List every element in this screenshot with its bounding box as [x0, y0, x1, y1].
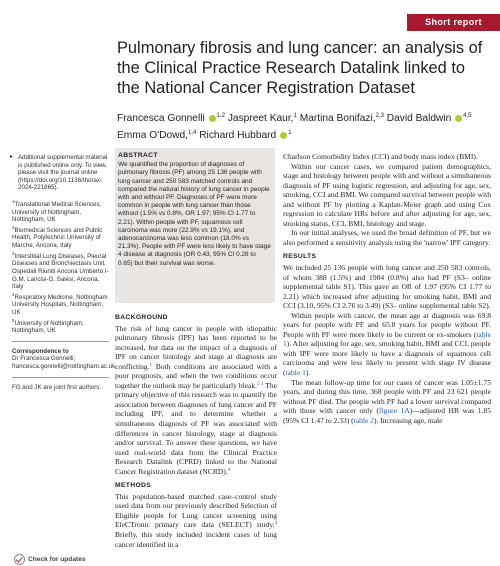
body-column-right [283, 152, 491, 425]
paragraph: In our initial analyses, we used the broad definition of PF, but we also performed a sensitivity analysis using the 'narrow' IPF category. [283, 228, 491, 247]
section-heading-background: BACKGROUND [115, 314, 168, 321]
affiliation-item: $^1$Translational Medical Sciences, University of Nottingham, Nottingham, UK [12, 198, 102, 224]
author-name[interactable]: Martina Bonifazi, [299, 113, 376, 124]
paragraph: This population-based matched case–control study used data from our previously described Selection of Eligible people for Lung cancer screening using EleCTronic primary care data (SELECT) study.$^4$ Briefly, this study included incident cases of lung cancer identified in a [115, 491, 277, 549]
author-name[interactable]: Emma O'Dowd, [117, 130, 189, 141]
figure-1a-link[interactable]: figure 1A [379, 406, 410, 416]
reference-link[interactable]: 4 [227, 467, 231, 473]
correspondence-heading: Correspondence to [12, 347, 69, 355]
reference-link[interactable]: 2 3 [257, 381, 264, 387]
orcid-icon[interactable] [280, 132, 287, 139]
divider [12, 377, 109, 378]
affiliation-ref: 2,3 [375, 113, 384, 119]
correspondence-contact[interactable]: Dr Francesca Gonnelli; francesca.gonnelli@nottingham.ac.uk [12, 355, 116, 370]
check-updates-label: Check for updates [28, 556, 86, 563]
affiliation-ref: 4,5 [463, 113, 472, 119]
author-name[interactable]: Richard Hubbard [199, 130, 277, 141]
abstract-text: We quantified the proportion of diagnoses of pulmonary fibrosis (PF) among 25 136 people with lung cancer and 250 583 matched controls and compared the natural history of lung cancer in people with and without PF. Diagnoses of PF were more common in people with lung cancer than those without (1.5% vs 0.8%, OR 1.97; 95% CI 1.77 to 2.21). Within people with PF, squamous cell carcinoma was more (22.9% vs 19.1%), and adenocarcinoma was less common (18.0% vs 21.3%). People with PF were less likely to have stage 4 disease at diagnosis (OR 0.43, 95% CI 0.28 to 0.65) but their survival was worse. [118, 161, 271, 267]
author-name[interactable]: Jaspreet Kaur, [227, 113, 294, 124]
affiliation-item: $^4$Respiratory Medicine, Nottingham University Hospitals, Nottingham, UK [12, 291, 108, 316]
affiliation-ref: 1 [288, 130, 292, 136]
article-type-label: Short report [407, 14, 500, 31]
reference-link[interactable]: 4 [274, 521, 277, 527]
affiliation-ref: 1,2 [216, 113, 225, 119]
paragraph: Within our cancer cases, we compared patient demographics, stage and histology between people with and without a simultaneous diagnosis of PF using logistic regression, and adjusting for age, sex, smoking, CCI and BMI. We compared survival between people with and without PF by plotting a Kaplan-Meier graph and using Cox regression to calculate HRs before and after adjusting for age, sex, smoking status, CCI, BMI, histology and stage. [283, 161, 491, 228]
sidebar [12, 154, 116, 397]
paragraph: The mean follow-up time for our cases of cancer was 1.05±1.75 years, and during this time, 368 people with PF and 23 621 people without PF died. The people with PF had a lower survival compared with those with cancer only (figure 1A)—adjusted HR was 1.85 (95% CI 1.47 to 2.33) (table 2). Increasing age, male [283, 377, 491, 425]
affiliation-item: $^5$University of Nottingham, Nottingham, UK [12, 317, 84, 335]
joint-author-note: FG and JK are joint first authors. [12, 383, 102, 391]
orcid-icon[interactable] [455, 115, 462, 122]
table-1-link[interactable]: table 1 [283, 329, 491, 349]
body-column-middle [115, 308, 277, 549]
author-name[interactable]: Francesca Gonnelli [117, 113, 205, 124]
paragraph: Charlson Comorbidity Index (CCI) and body mass index (BMI). [283, 152, 478, 161]
author-list [117, 109, 492, 143]
divider [12, 341, 109, 342]
section-heading-results: RESULTS [283, 253, 317, 261]
paragraph: Within people with cancer, the mean age at diagnosis was 69.8 years for people with PF and 65.8 years for people without PF. People with PF were more likely to be current or ex-smokers (table 1). After adjusting for age, sex, smoking habit, BMI and CCI, people with IPF were more likely to have a diagnosis of squamous cell carcinoma and were less likely to present with stage IV disease (table 1). [283, 310, 491, 378]
article-title: Pulmonary fibrosis and lung cancer: an analysis of the Clinical Practice Research Datalink linked to the National Cancer Registration Dataset [117, 39, 483, 97]
table-1-link[interactable]: table 1 [285, 368, 306, 378]
header-banner [0, 14, 500, 31]
supplemental-note[interactable]: ▸ Additional supplemental material is published online only. To view, please visit the journal online (https://doi.org/10.1136/thorax-2024-221865). [12, 154, 109, 192]
section-heading-methods: METHODS [115, 482, 152, 490]
paragraph: We included 25 136 people with lung cancer and 250 583 controls, of whom 388 (1.5%) and 1984 (0.8%) also had PF (S3– online supplemental table S1). This gave an OR of 1.97 (95% CI 1.77 to 2.21) which increased after adjusting for smoking habit, BMI and CCI (3.10, 95% CI 2.76 to 3.49) (S3– online supplemental table S2). [283, 263, 491, 311]
abstract-heading: ABSTRACT [118, 152, 158, 159]
affiliation-list [12, 198, 109, 335]
affiliation-item: $^2$Biomedical Sciences and Public Health, Polytechnic University of Marche, Ancona, Italy [12, 224, 103, 250]
affiliation-ref: 1,4 [188, 130, 197, 136]
table-2-link[interactable]: table 2 [353, 415, 374, 425]
paragraph: The risk of lung cancer in people with idiopathic pulmonary fibrosis (IPF) has been reported to be increased, but data on the impact of a diagnosis of IPF on cancer histology and stage at diagnosis are conflicting.$^1$ Both conditions are associated with a poor prognosis, and when the two conditions occur together the outlook may be particularly bleak.$^{2 3}$ The primary objective of this research was to quantify the association between diagnoses of lung cancer and PF including IPF, and to determine whether a simultaneous diagnosis of PF was associated with differences in cancer histology, stage at diagnosis and/or survival. To answer these questions, we have used real-world data from the Clinical Practice Research Datalink (CPRD) linked to the National Cancer Registration dataset (NCRD).$^4$ [115, 323, 278, 476]
reference-link[interactable]: 1 [149, 362, 153, 368]
orcid-icon[interactable] [209, 115, 216, 122]
affiliation-item: $^3$Interstitial Lung Diseases, Pleural Diseases and Bronchiectasis Unit, Ospedali Riuniti Ancona Umberto I-G.M. Lancisi-G. Salesi, Ancona, Italy [12, 250, 109, 291]
affiliation-ref: 1 [293, 113, 297, 119]
abstract-box [115, 148, 275, 303]
check-for-updates-button[interactable] [14, 553, 108, 566]
author-name[interactable]: David Baldwin [386, 113, 452, 124]
check-updates-icon [14, 554, 25, 565]
